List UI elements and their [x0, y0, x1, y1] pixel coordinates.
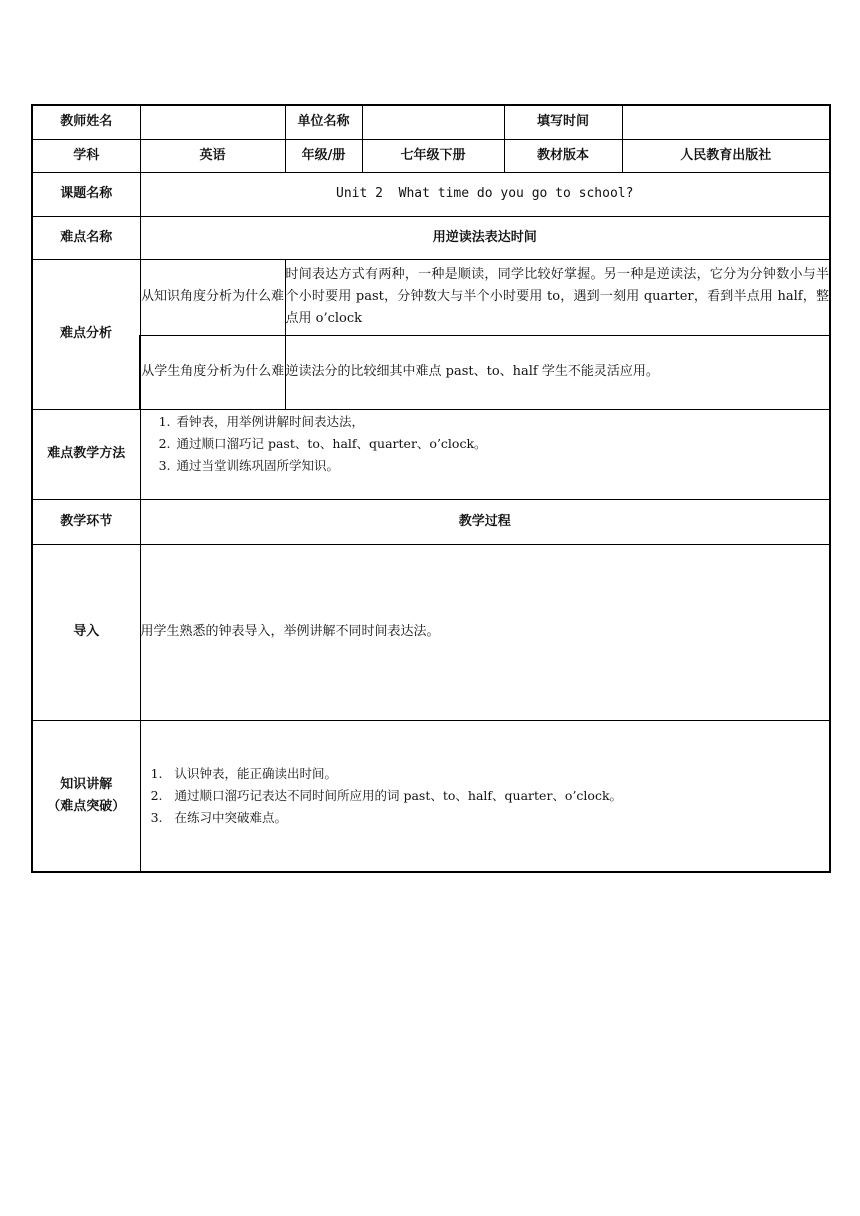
knowledge-label-line2: （难点突破）	[47, 798, 126, 814]
teacher-name-value	[140, 105, 285, 139]
knowledge-angle-label: 从知识角度分析为什么难	[140, 259, 285, 335]
table-row	[32, 259, 830, 335]
stage-header: 教学环节	[32, 499, 140, 544]
difficulty-label: 难点名称	[32, 216, 140, 259]
unit-name-value	[362, 105, 504, 139]
edition-label: 教材版本	[504, 139, 622, 172]
intro-text: 用学生熟悉的钟表导入，举例讲解不同时间表达法。	[140, 544, 830, 720]
method-label: 难点教学方法	[32, 409, 140, 499]
lesson-plan-table	[31, 104, 831, 873]
grade-value: 七年级下册	[362, 139, 504, 172]
method-list	[141, 411, 830, 477]
process-header: 教学过程	[140, 499, 830, 544]
knowledge-label-line1: 知识讲解	[60, 776, 113, 792]
fill-date-label: 填写时间	[504, 105, 622, 139]
edition-value: 人民教育出版社	[622, 139, 830, 172]
table-row	[32, 544, 830, 720]
subject-label: 学科	[32, 139, 140, 172]
analysis-label: 难点分析	[32, 259, 140, 409]
unit-name-label: 单位名称	[285, 105, 362, 139]
list-item: 1. 认识钟表，能正确读出时间。	[167, 763, 830, 785]
difficulty-value: 用逆读法表达时间	[140, 216, 830, 259]
table-row	[32, 216, 830, 259]
knowledge-label	[32, 720, 140, 872]
list-item: 2. 通过顺口溜巧记 past、to、half、quarter、o’clock。	[175, 433, 830, 455]
list-item: 3. 通过当堂训练巩固所学知识。	[175, 455, 830, 477]
knowledge-cell	[140, 720, 830, 872]
student-angle-text: 逆读法分的比较细其中难点 past、to、half 学生不能灵活应用。	[285, 335, 830, 409]
grade-label: 年级/册	[285, 139, 362, 172]
table-row	[32, 720, 830, 872]
list-item: 3. 在练习中突破难点。	[167, 807, 830, 829]
knowledge-angle-text: 时间表达方式有两种，一种是顺读，同学比较好掌握。另一种是逆读法，它分为分钟数小与半个小时要用 past，分钟数大与半个小时要用 to，遇到一刻用 quarter，看到半点用 half，整点用 o’clock	[285, 259, 830, 335]
table-row	[32, 139, 830, 172]
topic-value: Unit 2 What time do you go to school?	[140, 172, 830, 216]
list-item: 1. 看钟表，用举例讲解时间表达法，	[175, 411, 830, 433]
list-item: 2. 通过顺口溜巧记表达不同时间所应用的词 past、to、half、quarter、o’clock。	[167, 785, 830, 807]
table-row	[32, 105, 830, 139]
method-cell	[140, 409, 830, 499]
student-angle-label: 从学生角度分析为什么难	[140, 335, 285, 409]
topic-label: 课题名称	[32, 172, 140, 216]
intro-label: 导入	[32, 544, 140, 720]
subject-value: 英语	[140, 139, 285, 172]
teacher-name-label: 教师姓名	[32, 105, 140, 139]
knowledge-list	[141, 763, 830, 829]
table-row	[32, 499, 830, 544]
table-row	[32, 172, 830, 216]
fill-date-value	[622, 105, 830, 139]
table-row	[32, 409, 830, 499]
table-row	[32, 335, 830, 409]
